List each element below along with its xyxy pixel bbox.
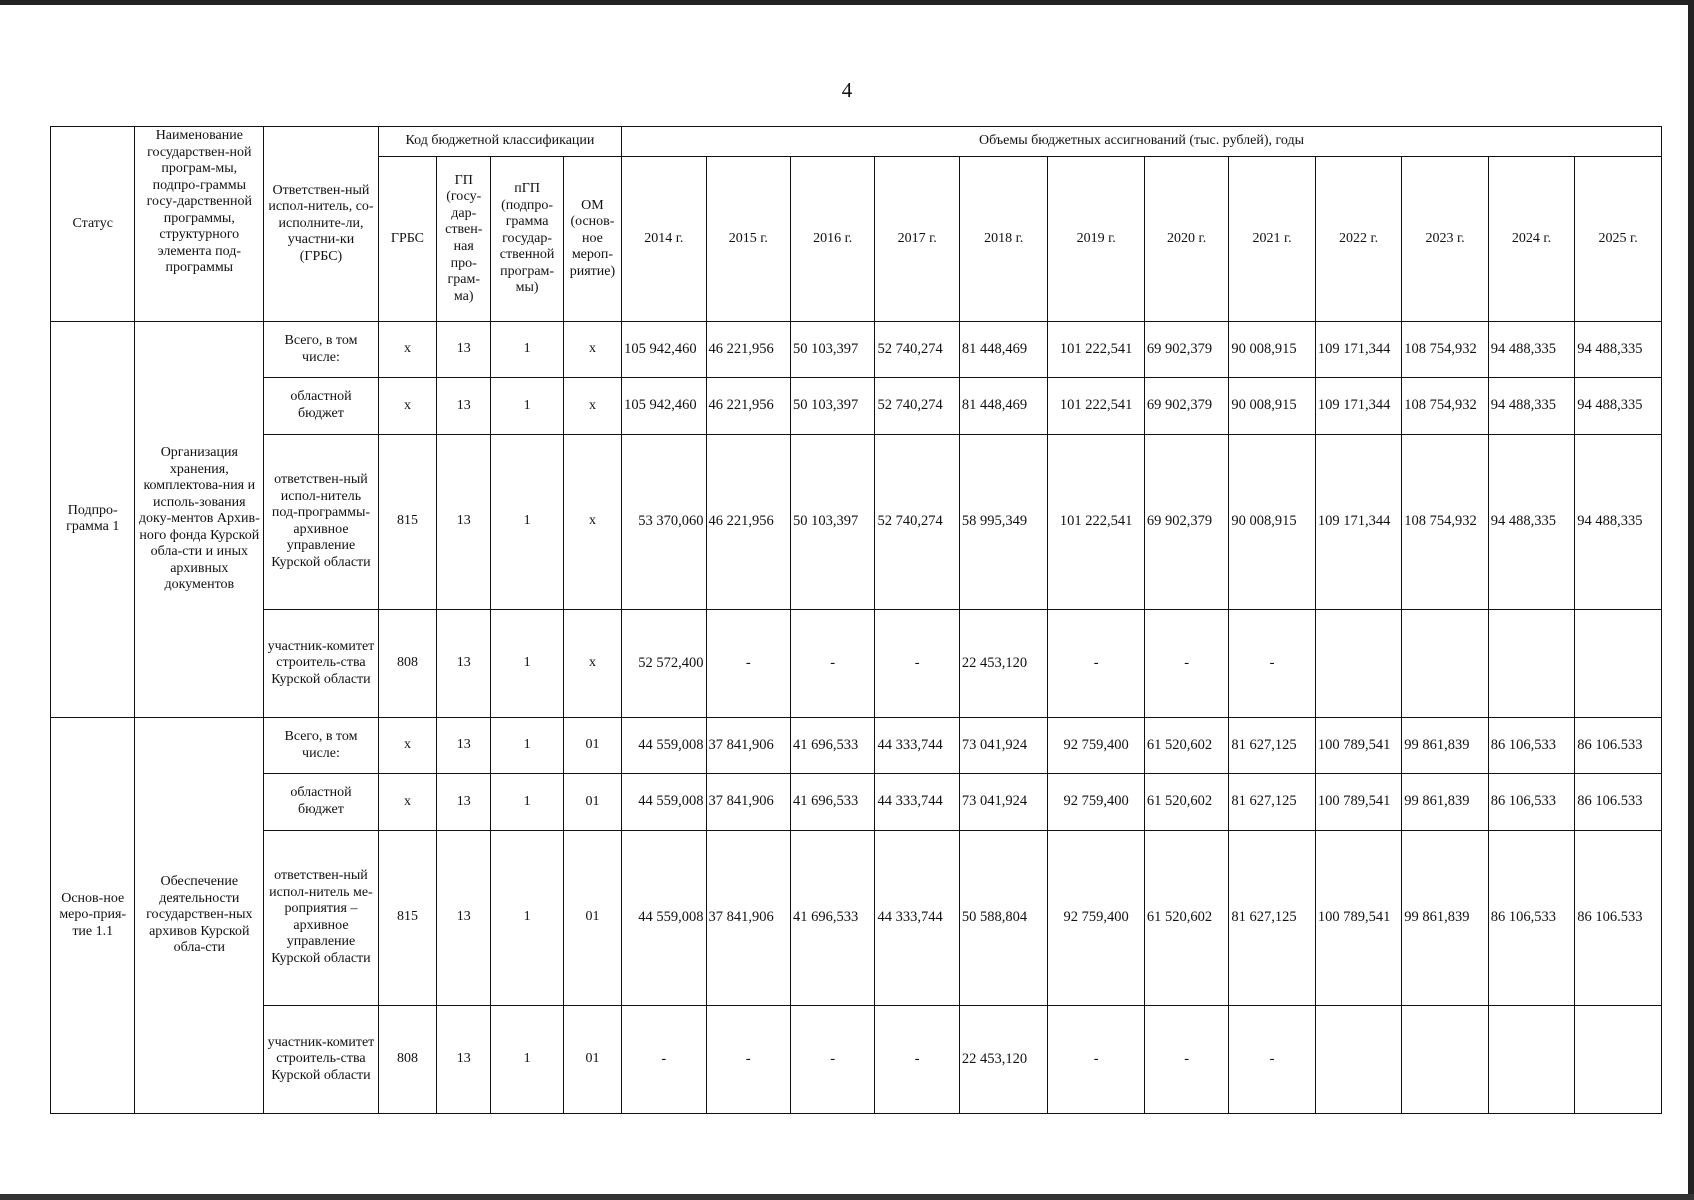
header-row-top [51,127,1662,157]
value-cell: 99 861,839 [1402,830,1488,1005]
value-cell [1575,609,1662,717]
value-cell: 22 453,120 [959,1005,1047,1113]
value-cell: 86 106,533 [1488,717,1574,773]
om-cell: х [563,378,621,434]
value-cell: 101 222,541 [1048,378,1145,434]
value-cell: 69 902,379 [1144,322,1228,378]
value-cell: - [875,1005,959,1113]
value-cell: 81 627,125 [1229,830,1315,1005]
value-cell: 44 559,008 [622,774,706,830]
value-cell: 108 754,932 [1402,434,1488,609]
grbs-cell: х [378,322,436,378]
value-cell: 90 008,915 [1229,378,1315,434]
table-row [51,378,1662,434]
header-year: 2017 г. [875,157,959,322]
value-cell [1488,1005,1574,1113]
value-cell: 90 008,915 [1229,434,1315,609]
value-cell: 37 841,906 [706,830,790,1005]
pgp-cell: 1 [491,830,563,1005]
value-cell: 101 222,541 [1048,322,1145,378]
value-cell: 81 627,125 [1229,774,1315,830]
value-cell: 99 861,839 [1402,717,1488,773]
value-cell [1315,609,1401,717]
value-cell: 41 696,533 [791,830,875,1005]
om-cell: 01 [563,1005,621,1113]
value-cell: 108 754,932 [1402,378,1488,434]
value-cell: 44 333,744 [875,717,959,773]
value-cell: - [706,1005,790,1113]
value-cell: 44 333,744 [875,830,959,1005]
value-cell: 52 740,274 [875,434,959,609]
value-cell: 41 696,533 [791,774,875,830]
grbs-cell: 815 [378,434,436,609]
table-row [51,830,1662,1005]
value-cell: 105 942,460 [622,322,706,378]
value-cell: - [791,609,875,717]
value-cell: 86 106.533 [1575,830,1662,1005]
status-cell: Подпро-грамма 1 [51,322,135,718]
header-year: 2024 г. [1488,157,1574,322]
value-cell: 73 041,924 [959,774,1047,830]
value-cell: 50 103,397 [791,434,875,609]
value-cell: 81 448,469 [959,378,1047,434]
responsible-cell: ответствен-ный испол-нитель под-программы-архивное управление Курской области [264,434,379,609]
value-cell [1315,1005,1401,1113]
gp-cell: 13 [437,322,491,378]
value-cell: 61 520,602 [1144,717,1228,773]
table-row [51,322,1662,378]
table-row [51,774,1662,830]
gp-cell: 13 [437,434,491,609]
value-cell [1575,1005,1662,1113]
header-status: Статус [51,127,135,322]
value-cell: 92 759,400 [1048,717,1145,773]
value-cell: 44 333,744 [875,774,959,830]
responsible-cell: участник-комитет строитель-ства Курской области [264,609,379,717]
value-cell: 86 106.533 [1575,774,1662,830]
header-name: Наименование государствен-ной програм-мы, подпро-граммы госу-дарственной программы, структурного элемента под-программы [135,127,264,322]
value-cell: 50 103,397 [791,322,875,378]
header-year: 2020 г. [1144,157,1228,322]
header-volumes-group: Объемы бюджетных ассигнований (тыс. рублей), годы [622,127,1662,157]
value-cell: 100 789,541 [1315,774,1401,830]
gp-cell: 13 [437,717,491,773]
pgp-cell: 1 [491,434,563,609]
value-cell: 22 453,120 [959,609,1047,717]
header-responsible: Ответствен-ный испол-нитель, со-исполните-ли, участни-ки (ГРБС) [264,127,379,322]
value-cell: 109 171,344 [1315,378,1401,434]
grbs-cell: х [378,774,436,830]
value-cell: 53 370,060 [622,434,706,609]
value-cell: - [1144,609,1228,717]
value-cell: 52 740,274 [875,378,959,434]
scan-edge-right [1688,0,1694,1200]
value-cell: 108 754,932 [1402,322,1488,378]
value-cell: - [1048,609,1145,717]
grbs-cell: 808 [378,609,436,717]
value-cell: 105 942,460 [622,378,706,434]
value-cell: 69 902,379 [1144,434,1228,609]
table-row [51,717,1662,773]
pgp-cell: 1 [491,378,563,434]
grbs-cell: х [378,717,436,773]
om-cell: х [563,434,621,609]
value-cell: - [791,1005,875,1113]
header-year: 2014 г. [622,157,706,322]
value-cell: 94 488,335 [1488,378,1574,434]
value-cell: 81 627,125 [1229,717,1315,773]
value-cell: 94 488,335 [1575,378,1662,434]
om-cell: 01 [563,774,621,830]
pgp-cell: 1 [491,322,563,378]
responsible-cell: ответствен-ный испол-нитель ме-роприятия – архивное управление Курской области [264,830,379,1005]
gp-cell: 13 [437,1005,491,1113]
value-cell: 100 789,541 [1315,717,1401,773]
value-cell: - [875,609,959,717]
value-cell: 52 740,274 [875,322,959,378]
gp-cell: 13 [437,774,491,830]
om-cell: х [563,609,621,717]
header-year: 2021 г. [1229,157,1315,322]
responsible-cell: участник-комитет строитель-ства Курской области [264,1005,379,1113]
program-name-cell: Обеспечение деятельности государствен-ных архивов Курской обла-сти [135,717,264,1113]
header-gp: ГП (госу-дар-ствен-ная про-грам-ма) [437,157,491,322]
program-name-cell: Организация хранения, комплектова-ния и исполь-зования доку-ментов Архив-ного фонда Курской обла-сти и иных архивных документов [135,322,264,718]
pgp-cell: 1 [491,1005,563,1113]
header-grbs: ГРБС [378,157,436,322]
header-year: 2018 г. [959,157,1047,322]
header-year: 2025 г. [1575,157,1662,322]
header-year: 2022 г. [1315,157,1401,322]
value-cell: 50 103,397 [791,378,875,434]
value-cell: 52 572,400 [622,609,706,717]
responsible-cell: областной бюджет [264,378,379,434]
value-cell: 90 008,915 [1229,322,1315,378]
value-cell: - [706,609,790,717]
value-cell: 94 488,335 [1488,434,1574,609]
header-year: 2016 г. [791,157,875,322]
value-cell: 99 861,839 [1402,774,1488,830]
value-cell: 101 222,541 [1048,434,1145,609]
value-cell: - [1229,1005,1315,1113]
value-cell: 92 759,400 [1048,774,1145,830]
value-cell [1402,609,1488,717]
scan-edge-bottom [0,1194,1694,1200]
header-om: ОМ (основ-ное мероп-риятие) [563,157,621,322]
value-cell: 61 520,602 [1144,774,1228,830]
scan-edge-top [0,0,1694,5]
om-cell: 01 [563,717,621,773]
pgp-cell: 1 [491,717,563,773]
value-cell: 41 696,533 [791,717,875,773]
value-cell: 37 841,906 [706,774,790,830]
table-row [51,609,1662,717]
value-cell: 100 789,541 [1315,830,1401,1005]
value-cell: 61 520,602 [1144,830,1228,1005]
value-cell: 69 902,379 [1144,378,1228,434]
header-code-group: Код бюджетной классификации [378,127,621,157]
value-cell: 109 171,344 [1315,322,1401,378]
value-cell: 109 171,344 [1315,434,1401,609]
value-cell: 46 221,956 [706,322,790,378]
value-cell: 58 995,349 [959,434,1047,609]
gp-cell: 13 [437,378,491,434]
value-cell: - [1048,1005,1145,1113]
value-cell [1402,1005,1488,1113]
value-cell: 86 106.533 [1575,717,1662,773]
value-cell: 81 448,469 [959,322,1047,378]
value-cell: 86 106,533 [1488,774,1574,830]
budget-table [50,126,1662,1114]
table-row [51,434,1662,609]
pgp-cell: 1 [491,609,563,717]
pgp-cell: 1 [491,774,563,830]
page-number: 4 [841,78,853,102]
gp-cell: 13 [437,830,491,1005]
responsible-cell: Всего, в том числе: [264,322,379,378]
om-cell: 01 [563,830,621,1005]
om-cell: х [563,322,621,378]
header-year: 2023 г. [1402,157,1488,322]
value-cell: - [1144,1005,1228,1113]
value-cell: 44 559,008 [622,830,706,1005]
responsible-cell: Всего, в том числе: [264,717,379,773]
value-cell: 94 488,335 [1488,322,1574,378]
header-year: 2015 г. [706,157,790,322]
value-cell: - [1229,609,1315,717]
status-cell: Основ-ное меро-прия-тие 1.1 [51,717,135,1113]
value-cell: 86 106,533 [1488,830,1574,1005]
value-cell: 37 841,906 [706,717,790,773]
responsible-cell: областной бюджет [264,774,379,830]
value-cell: 94 488,335 [1575,434,1662,609]
value-cell: 44 559,008 [622,717,706,773]
grbs-cell: 808 [378,1005,436,1113]
value-cell: 46 221,956 [706,434,790,609]
header-pgp: пГП (подпро-грамма государ-ственной програм-мы) [491,157,563,322]
value-cell: 46 221,956 [706,378,790,434]
value-cell: 94 488,335 [1575,322,1662,378]
grbs-cell: 815 [378,830,436,1005]
value-cell [1488,609,1574,717]
value-cell: - [622,1005,706,1113]
table-row [51,1005,1662,1113]
value-cell: 73 041,924 [959,717,1047,773]
value-cell: 50 588,804 [959,830,1047,1005]
grbs-cell: х [378,378,436,434]
header-year: 2019 г. [1048,157,1145,322]
gp-cell: 13 [437,609,491,717]
value-cell: 92 759,400 [1048,830,1145,1005]
